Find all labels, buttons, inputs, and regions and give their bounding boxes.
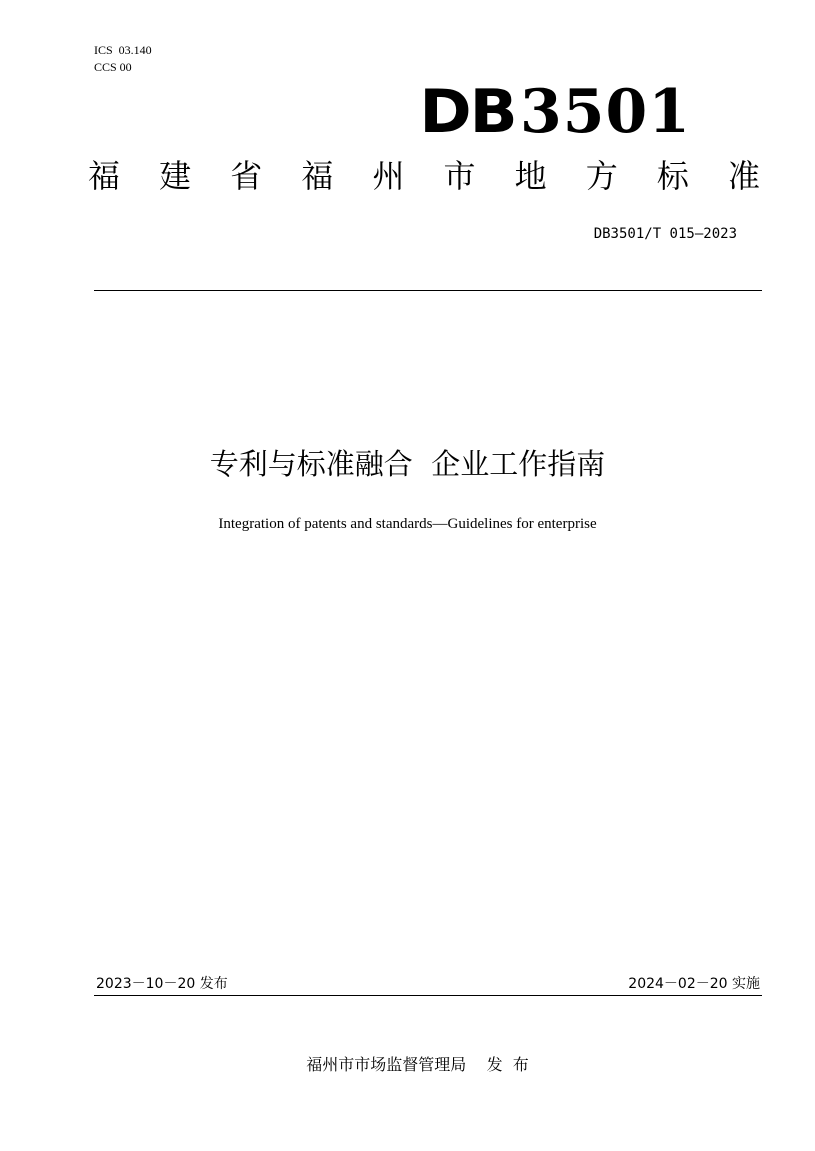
standard-type-char: 准 (727, 157, 760, 195)
ics-code: ICS 03.140 (94, 43, 152, 57)
footer-divider (94, 995, 762, 996)
document-title-english: Integration of patents and standards—Guidelines for enterprise (218, 516, 597, 532)
standard-type-char: 福 (88, 157, 121, 195)
standard-type-char: 标 (656, 157, 689, 195)
document-title-chinese: 专利与标准融合 企业工作指南 (209, 447, 606, 481)
standard-type-char: 地 (514, 157, 547, 195)
header-divider (94, 290, 762, 291)
effective-date: 2024－02－20 实施 (628, 976, 760, 992)
db-logo-code: 3501 (520, 77, 691, 147)
standard-type-char: 市 (443, 157, 476, 195)
db-logo (419, 77, 691, 147)
standard-type-char: 建 (159, 157, 192, 195)
standard-type-heading (88, 156, 760, 196)
issuing-authority: 福州市市场监督管理局 发 布 (306, 1055, 529, 1074)
ccs-code: CCS 00 (94, 60, 132, 74)
standard-type-char: 福 (301, 157, 334, 195)
standard-number: DB3501/T 015—2023 (593, 226, 737, 242)
db-logo-prefix: DB (419, 77, 516, 147)
standard-type-char: 省 (230, 157, 263, 195)
standard-type-char: 方 (585, 157, 618, 195)
standard-type-char: 州 (372, 157, 405, 195)
publication-date: 2023－10－20 发布 (96, 976, 228, 992)
classification-codes (94, 42, 152, 76)
